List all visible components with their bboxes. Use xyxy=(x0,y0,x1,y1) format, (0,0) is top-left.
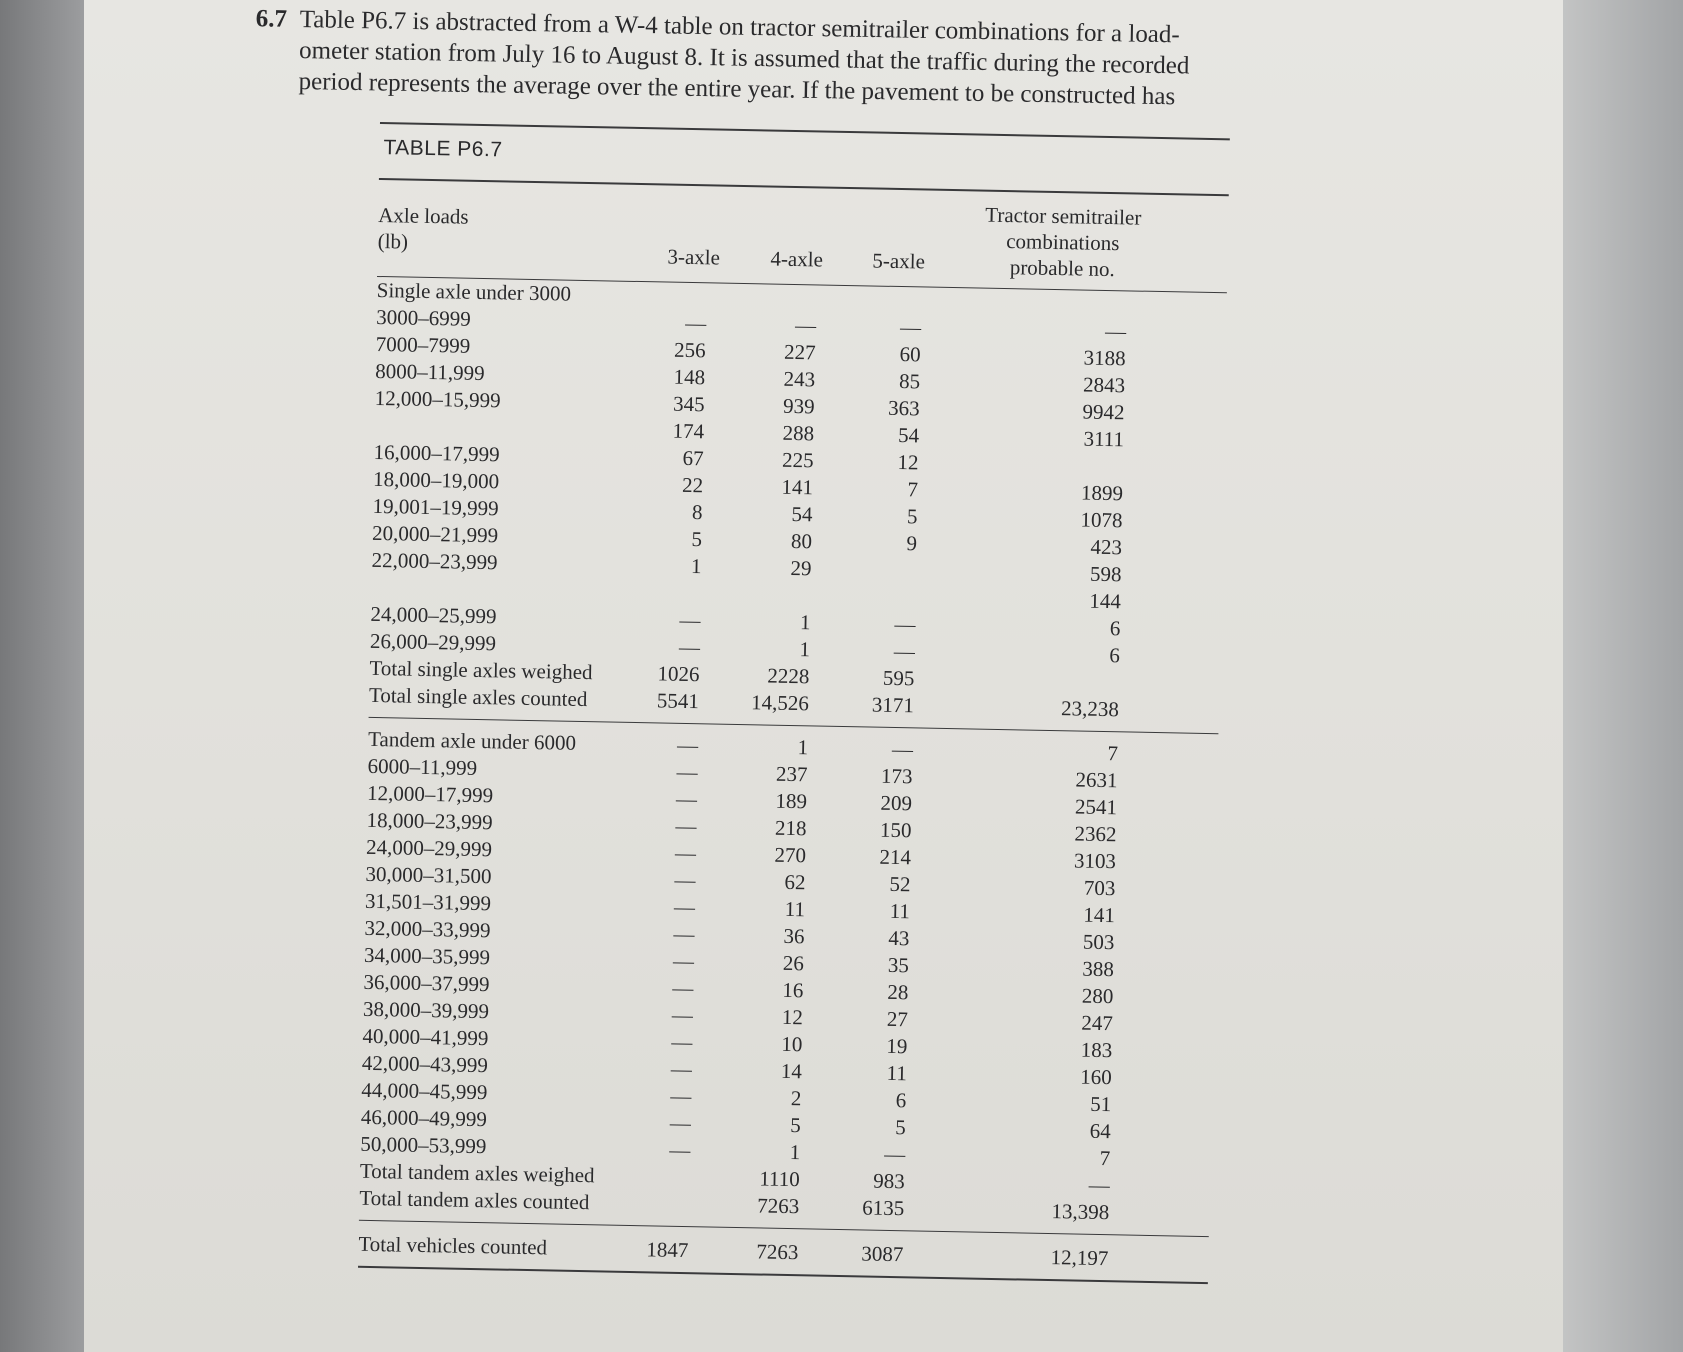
problem-line: period represents the average over the entire year. If the pavement to be constructed has xyxy=(298,67,1176,111)
header-unit: (lb) xyxy=(377,228,409,254)
row-label: 30,000–31,500 xyxy=(365,861,492,889)
background-right-edge xyxy=(1563,0,1683,1352)
row-label: 26,000–29,999 xyxy=(369,628,497,656)
cell-c2: 1 xyxy=(799,637,811,662)
cell-c4: 23,238 xyxy=(1060,696,1120,722)
row-label: 34,000–35,999 xyxy=(363,942,491,970)
cell-c1: — xyxy=(675,786,698,812)
cell-c3: 209 xyxy=(880,790,913,816)
cell-c1: — xyxy=(673,921,695,947)
cell-c2: 11 xyxy=(784,896,806,922)
row-label: 6000–11,999 xyxy=(367,753,478,780)
row-label: 31,501–31,999 xyxy=(364,888,492,916)
cell-c3: 28 xyxy=(887,979,909,1005)
cell-c4: 1078 xyxy=(1080,507,1123,533)
cell-c1: 256 xyxy=(673,337,706,363)
cell-c3: 5 xyxy=(906,504,918,529)
cell-c2: 270 xyxy=(774,842,807,868)
cell-c3: 6135 xyxy=(862,1195,905,1221)
cell-c2: 29 xyxy=(790,555,812,581)
cell-c1: 148 xyxy=(673,364,706,390)
cell-c3: 3087 xyxy=(861,1241,904,1267)
row-label: Total tandem axles counted xyxy=(359,1185,590,1215)
cell-c4: 183 xyxy=(1080,1037,1113,1063)
cell-c1: — xyxy=(670,1056,693,1082)
row-label: 32,000–33,999 xyxy=(364,915,491,943)
cell-c4: 2541 xyxy=(1074,794,1118,820)
cell-c3: 214 xyxy=(879,844,912,870)
cell-c4: 141 xyxy=(1083,902,1116,928)
cell-c3: 173 xyxy=(880,763,913,789)
cell-c2: 2228 xyxy=(767,663,810,689)
cell-c1: — xyxy=(669,1137,691,1163)
cell-c1: — xyxy=(675,813,697,839)
cell-c3: — xyxy=(893,638,916,664)
cell-c2: 1 xyxy=(799,610,811,635)
cell-c2: 26 xyxy=(782,950,805,976)
cell-c3: 19 xyxy=(886,1033,908,1059)
cell-c4: 7 xyxy=(1107,741,1119,766)
row-label: 44,000–45,999 xyxy=(361,1077,488,1105)
single-axle-section xyxy=(369,277,1227,725)
cell-c1: — xyxy=(671,1029,693,1055)
row-label: Total single axles counted xyxy=(368,682,588,712)
cell-c4: 3111 xyxy=(1083,426,1125,452)
cell-c1: — xyxy=(674,840,697,866)
row-label: Total single axles weighed xyxy=(369,655,593,685)
cell-c4: 2843 xyxy=(1082,372,1126,398)
cell-c2: 288 xyxy=(782,420,815,446)
table-p6-7 xyxy=(358,122,1230,1284)
cell-c3: — xyxy=(884,1141,906,1167)
cell-c2: 1 xyxy=(789,1140,801,1165)
row-label: 50,000–53,999 xyxy=(360,1131,487,1159)
cell-c4: 9942 xyxy=(1082,399,1125,425)
cell-c2: 1 xyxy=(797,735,809,760)
cell-c1: 345 xyxy=(672,391,705,417)
cell-c3: 5 xyxy=(895,1115,907,1140)
cell-c2: 1110 xyxy=(759,1166,801,1192)
row-label: 18,000–19,000 xyxy=(372,466,500,494)
cell-c4: 703 xyxy=(1083,875,1116,901)
tandem-axle-section xyxy=(359,726,1218,1228)
cell-c4: — xyxy=(1088,1172,1110,1198)
cell-c3: 35 xyxy=(887,952,910,978)
cell-c2: 80 xyxy=(790,528,813,554)
cell-c2: 141 xyxy=(781,474,814,500)
row-label: 36,000–37,999 xyxy=(363,969,490,997)
cell-c1: — xyxy=(673,894,696,920)
cell-c1: — xyxy=(670,1083,692,1109)
cell-c1: 5541 xyxy=(656,688,700,714)
cell-c4: 247 xyxy=(1081,1010,1114,1036)
cell-c1: 1 xyxy=(690,554,702,579)
cell-c2: 189 xyxy=(775,788,808,814)
cell-c3: 3171 xyxy=(871,692,915,718)
cell-c1: — xyxy=(674,867,696,893)
cell-c3: 60 xyxy=(899,342,921,367)
cell-c4: 3103 xyxy=(1073,848,1117,874)
row-label: Tandem axle under 6000 xyxy=(367,726,577,755)
row-label: 19,001–19,999 xyxy=(372,493,499,521)
background-left-edge xyxy=(0,0,84,1352)
cell-c3: 6 xyxy=(895,1088,907,1113)
cell-c3: 983 xyxy=(873,1168,905,1194)
cell-c3: 43 xyxy=(888,925,910,951)
row-label: 7000–7999 xyxy=(375,331,471,358)
row-label: Single axle under 3000 xyxy=(376,277,572,306)
cell-c3: 7 xyxy=(907,477,919,502)
table-title: TABLE P6.7 xyxy=(383,136,503,162)
row-label: 12,000–15,999 xyxy=(374,385,501,413)
cell-c3: 11 xyxy=(886,1060,908,1086)
cell-c2: 54 xyxy=(791,501,813,527)
cell-c1: 8 xyxy=(691,500,703,525)
cell-c2: 5 xyxy=(790,1113,802,1138)
row-label: 20,000–21,999 xyxy=(371,520,499,548)
cell-c4: 7 xyxy=(1099,1146,1111,1171)
cell-c1: — xyxy=(671,1002,694,1028)
cell-c2: 218 xyxy=(774,815,807,841)
cell-c2: 939 xyxy=(782,393,815,419)
table-header xyxy=(377,180,1229,292)
cell-c2: 243 xyxy=(783,366,816,392)
header-axle-loads: Axle loads xyxy=(377,202,469,229)
cell-c4: 12,197 xyxy=(1050,1245,1109,1271)
row-label: 22,000–23,999 xyxy=(371,547,498,575)
cell-c2: 10 xyxy=(781,1031,803,1057)
cell-c2: 14,526 xyxy=(750,690,810,716)
row-label: 42,000–43,999 xyxy=(361,1050,489,1078)
cell-c4: 160 xyxy=(1080,1064,1113,1090)
cell-c1: — xyxy=(672,975,694,1001)
cell-c2: 225 xyxy=(781,447,814,473)
cell-c4: 51 xyxy=(1090,1091,1112,1117)
header-tractor-line1: Tractor semitrailer xyxy=(985,202,1142,230)
cell-c4: 1899 xyxy=(1080,480,1124,506)
cell-c4: 2362 xyxy=(1074,821,1117,847)
cell-c2: — xyxy=(794,313,817,338)
cell-c2: 62 xyxy=(784,869,806,895)
problem-statement xyxy=(255,4,1339,115)
cell-c3: 12 xyxy=(897,450,919,475)
cell-c2: 237 xyxy=(775,761,808,787)
row-label: Total vehicles counted xyxy=(358,1231,548,1260)
cell-c1: 67 xyxy=(682,445,704,471)
cell-c2: 2 xyxy=(790,1086,802,1111)
row-label: 12,000–17,999 xyxy=(366,780,494,808)
cell-c4: 6 xyxy=(1109,616,1121,641)
row-label: 46,000–49,999 xyxy=(360,1104,488,1132)
cell-c1: — xyxy=(669,1110,692,1136)
cell-c2: 14 xyxy=(780,1058,803,1084)
cell-c2: 7263 xyxy=(757,1193,800,1219)
problem-line: ometer station from July 16 to August 8. It is assumed that the traffic during the recorded xyxy=(298,36,1190,80)
cell-c3: 595 xyxy=(882,665,915,691)
cell-c1: — xyxy=(676,732,699,758)
cell-c3: 11 xyxy=(889,898,911,924)
row-label: 16,000–17,999 xyxy=(373,439,500,467)
cell-c1: — xyxy=(679,607,701,633)
cell-c3: 9 xyxy=(906,531,918,556)
cell-c4: 503 xyxy=(1082,929,1115,955)
cell-c2: 16 xyxy=(782,977,804,1003)
cell-c3: 150 xyxy=(879,817,912,843)
cell-c4: 64 xyxy=(1089,1118,1111,1144)
cell-c1: 1026 xyxy=(657,661,700,687)
cell-c1: — xyxy=(684,310,707,336)
cell-c3: 54 xyxy=(897,423,920,448)
cell-c3: — xyxy=(894,611,916,637)
row-label: Total tandem axles weighed xyxy=(359,1158,595,1188)
row-label: 38,000–39,999 xyxy=(362,996,490,1024)
problem-number: 6.7 xyxy=(255,5,288,33)
cell-c4: 6 xyxy=(1109,643,1121,668)
cell-c2: 7263 xyxy=(756,1239,799,1265)
row-label: 3000–6999 xyxy=(376,304,471,331)
cell-c4: 13,398 xyxy=(1051,1199,1110,1225)
header-tractor-line2: combinations xyxy=(1006,229,1120,256)
cell-c1: — xyxy=(678,634,701,660)
cell-c4: 144 xyxy=(1089,588,1122,614)
cell-c4: 388 xyxy=(1082,956,1115,982)
problem-line: Table P6.7 is abstracted from a W-4 table on tractor semitrailer combinations for a load- xyxy=(299,5,1180,49)
cell-c2: 227 xyxy=(783,339,816,365)
header-tractor-line3: probable no. xyxy=(1009,255,1116,282)
cell-c1: 22 xyxy=(681,472,704,498)
cell-c4: 598 xyxy=(1089,561,1122,587)
header-5-axle: 5-axle xyxy=(872,248,926,274)
cell-c4: 423 xyxy=(1090,534,1123,560)
header-4-axle: 4-axle xyxy=(770,246,824,272)
cell-c2: 12 xyxy=(781,1004,804,1030)
row-label: 40,000–41,999 xyxy=(362,1023,489,1051)
cell-c4: 3188 xyxy=(1083,345,1126,371)
row-label: 24,000–29,999 xyxy=(365,834,493,862)
row-label: 24,000–25,999 xyxy=(370,601,497,629)
cell-c1: — xyxy=(672,948,695,974)
cell-c4: 2631 xyxy=(1075,767,1118,793)
cell-c3: 85 xyxy=(898,369,921,394)
header-3-axle: 3-axle xyxy=(667,244,721,270)
cell-c1: 174 xyxy=(672,418,705,444)
cell-c1: — xyxy=(676,759,698,785)
cell-c2: 36 xyxy=(783,923,805,949)
cell-c3: 363 xyxy=(887,395,920,421)
cell-c1: 1847 xyxy=(646,1237,689,1263)
cell-c4: — xyxy=(1104,318,1127,344)
cell-c3: 27 xyxy=(886,1006,909,1032)
cell-c1: 5 xyxy=(691,527,703,552)
cell-c3: — xyxy=(891,736,914,762)
row-label: 18,000–23,999 xyxy=(366,807,493,835)
cell-c3: 52 xyxy=(889,871,911,897)
cell-c4: 280 xyxy=(1081,983,1114,1009)
row-label: 8000–11,999 xyxy=(374,358,485,386)
cell-c3: — xyxy=(899,315,922,340)
